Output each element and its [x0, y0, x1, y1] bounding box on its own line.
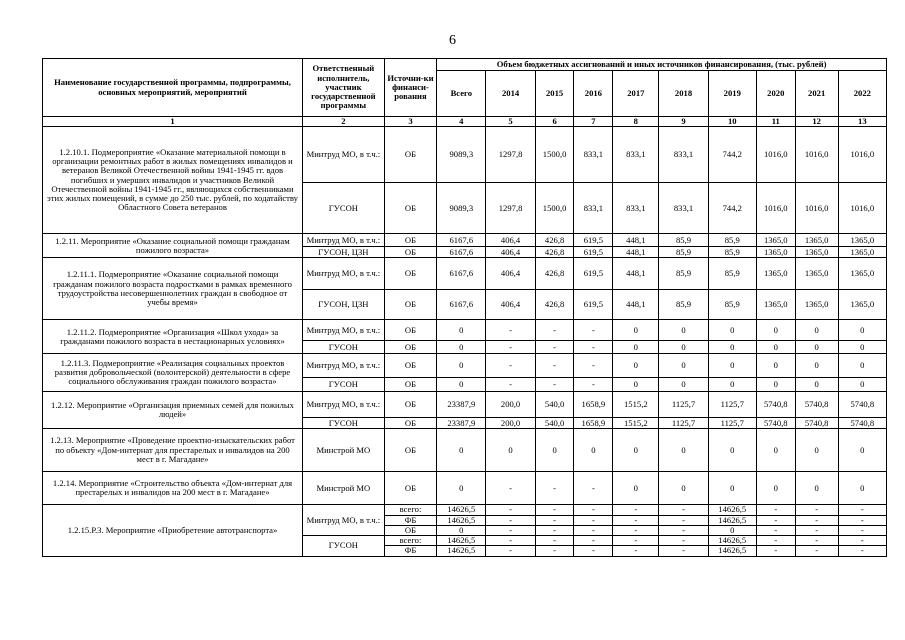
- value-cell: 0: [708, 354, 756, 378]
- value-cell: 1016,0: [838, 127, 886, 183]
- source-cell: ОБ: [384, 127, 436, 183]
- value-cell: 0: [838, 354, 886, 378]
- value-cell: 0: [437, 378, 486, 392]
- value-cell: 14626,5: [708, 536, 756, 546]
- value-cell: 833,1: [613, 127, 659, 183]
- value-cell: -: [574, 320, 613, 341]
- value-cell: 1365,0: [795, 290, 838, 320]
- value-cell: 1016,0: [795, 127, 838, 183]
- source-cell: ОБ: [384, 354, 436, 378]
- value-cell: -: [756, 525, 795, 535]
- value-cell: 448,1: [613, 258, 659, 290]
- measure-name: 1.2.15.Р.3. Мероприятие «Приобретение автотранспорта»: [43, 505, 303, 556]
- value-cell: -: [659, 525, 708, 535]
- value-cell: 0: [437, 341, 486, 354]
- value-cell: 0: [659, 472, 708, 505]
- header-budget: Объем бюджетных ассигнований и иных источников финансирования, (тыс. рублей): [437, 59, 887, 71]
- value-cell: 0: [535, 429, 574, 472]
- table-row: [43, 472, 887, 505]
- value-cell: 0: [708, 472, 756, 505]
- value-cell: -: [659, 546, 708, 556]
- value-cell: -: [486, 505, 535, 515]
- source-cell: ОБ: [384, 472, 436, 505]
- source-cell: ОБ: [384, 258, 436, 290]
- value-cell: 1016,0: [838, 183, 886, 234]
- value-cell: 744,2: [708, 127, 756, 183]
- value-cell: 14626,5: [708, 515, 756, 525]
- value-cell: -: [486, 378, 535, 392]
- value-cell: -: [535, 320, 574, 341]
- value-cell: 14626,5: [437, 536, 486, 546]
- value-cell: 426,8: [535, 234, 574, 247]
- table-row: [43, 320, 887, 341]
- header-executor: Ответственный исполнитель, участник государственной программы: [303, 59, 385, 117]
- year-header: 2019: [708, 71, 756, 117]
- measure-name: 1.2.11. Мероприятие «Оказание социальной помощи гражданам пожилого возраста»: [43, 234, 303, 258]
- measure-name: 1.2.11.1. Подмероприятие «Оказание социальной помощи гражданам пожилого возраста подростками в рамках временного трудоустройства несовершеннолетних граждан в свободное от учебы время»: [43, 258, 303, 320]
- value-cell: 0: [795, 472, 838, 505]
- measure-name: 1.2.13. Мероприятие «Проведение проектно-изыскательских работ по объекту «Дом-интернат для престарелых и инвалидов на 200 мест в г. Магадане»: [43, 429, 303, 472]
- value-cell: 1365,0: [838, 247, 886, 258]
- value-cell: 0: [756, 354, 795, 378]
- value-cell: -: [535, 525, 574, 535]
- measure-name: 1.2.14. Мероприятие «Строительство объекта «Дом-интернат для престарелых и инвалидов на 200 мест в г. Магадане»: [43, 472, 303, 505]
- executor-cell: Минтруд МО, в т.ч.:: [303, 127, 385, 183]
- value-cell: 1500,0: [535, 127, 574, 183]
- value-cell: 406,4: [486, 258, 535, 290]
- source-cell: всего:: [384, 505, 436, 515]
- value-cell: 1365,0: [838, 234, 886, 247]
- table-row: [43, 354, 887, 378]
- executor-cell: Минтруд МО, в т.ч.:: [303, 505, 385, 536]
- value-cell: 0: [838, 472, 886, 505]
- value-cell: 406,4: [486, 247, 535, 258]
- year-header: Всего: [437, 71, 486, 117]
- column-index: 12: [795, 117, 838, 127]
- value-cell: 1365,0: [795, 247, 838, 258]
- value-cell: 0: [708, 341, 756, 354]
- source-cell: ОБ: [384, 341, 436, 354]
- value-cell: -: [574, 546, 613, 556]
- value-cell: 833,1: [659, 183, 708, 234]
- value-cell: 0: [613, 341, 659, 354]
- value-cell: -: [574, 525, 613, 535]
- year-header: 2018: [659, 71, 708, 117]
- value-cell: 9089,3: [437, 183, 486, 234]
- value-cell: 0: [613, 429, 659, 472]
- value-cell: 0: [659, 429, 708, 472]
- column-index: 4: [437, 117, 486, 127]
- value-cell: 6167,6: [437, 258, 486, 290]
- value-cell: -: [613, 525, 659, 535]
- value-cell: 619,5: [574, 247, 613, 258]
- source-cell: ОБ: [384, 247, 436, 258]
- value-cell: 448,1: [613, 247, 659, 258]
- value-cell: -: [613, 536, 659, 546]
- value-cell: -: [838, 536, 886, 546]
- value-cell: 0: [708, 525, 756, 535]
- value-cell: 0: [659, 378, 708, 392]
- value-cell: -: [486, 341, 535, 354]
- table-row: [43, 258, 887, 290]
- value-cell: -: [756, 505, 795, 515]
- value-cell: 1125,7: [708, 418, 756, 429]
- value-cell: -: [659, 505, 708, 515]
- measure-name: 1.2.11.2. Подмероприятие «Организация «Школ ухода» за гражданами пожилого возраста в нестационарных условиях»: [43, 320, 303, 354]
- value-cell: 0: [437, 320, 486, 341]
- value-cell: -: [535, 472, 574, 505]
- year-header: 2016: [574, 71, 613, 117]
- value-cell: 0: [613, 472, 659, 505]
- value-cell: 426,8: [535, 247, 574, 258]
- table-row: [43, 392, 887, 418]
- executor-cell: Минтруд МО, в т.ч.:: [303, 234, 385, 247]
- value-cell: 85,9: [659, 258, 708, 290]
- value-cell: -: [486, 472, 535, 505]
- value-cell: 744,2: [708, 183, 756, 234]
- value-cell: 5740,8: [838, 418, 886, 429]
- value-cell: -: [659, 515, 708, 525]
- table-row: [43, 234, 887, 247]
- value-cell: 0: [574, 429, 613, 472]
- value-cell: -: [795, 515, 838, 525]
- executor-cell: Минтруд МО, в т.ч.:: [303, 392, 385, 418]
- value-cell: 1500,0: [535, 183, 574, 234]
- column-index: 13: [838, 117, 886, 127]
- value-cell: 0: [659, 320, 708, 341]
- value-cell: 833,1: [659, 127, 708, 183]
- value-cell: 85,9: [708, 290, 756, 320]
- value-cell: -: [535, 546, 574, 556]
- value-cell: 85,9: [708, 258, 756, 290]
- column-index: 11: [756, 117, 795, 127]
- source-cell: ОБ: [384, 429, 436, 472]
- value-cell: 0: [437, 472, 486, 505]
- value-cell: 0: [708, 320, 756, 341]
- value-cell: -: [838, 515, 886, 525]
- value-cell: 23387,9: [437, 392, 486, 418]
- value-cell: 200,0: [486, 392, 535, 418]
- year-header: 2021: [795, 71, 838, 117]
- source-cell: ОБ: [384, 290, 436, 320]
- value-cell: 0: [795, 354, 838, 378]
- value-cell: -: [486, 546, 535, 556]
- value-cell: 0: [795, 378, 838, 392]
- value-cell: -: [659, 536, 708, 546]
- table-row: [43, 127, 887, 183]
- measure-name: 1.2.11.3. Подмероприятие «Реализация социальных проектов развития добровольческой (волонтерской) деятельности в сфере социального обслуживания граждан пожилого возраста»: [43, 354, 303, 392]
- value-cell: 14626,5: [437, 505, 486, 515]
- source-cell: ОБ: [384, 392, 436, 418]
- value-cell: 0: [613, 354, 659, 378]
- source-cell: ОБ: [384, 183, 436, 234]
- value-cell: -: [756, 536, 795, 546]
- executor-cell: ГУСОН: [303, 536, 385, 557]
- value-cell: 1365,0: [795, 234, 838, 247]
- header-name: Наименование государственной программы, подпрограммы, основных мероприятий, мероприятий: [43, 59, 303, 117]
- source-cell: ОБ: [384, 234, 436, 247]
- value-cell: 5740,8: [838, 392, 886, 418]
- value-cell: 85,9: [708, 234, 756, 247]
- value-cell: -: [574, 378, 613, 392]
- value-cell: -: [795, 546, 838, 556]
- value-cell: 1125,7: [708, 392, 756, 418]
- executor-cell: ГУСОН: [303, 183, 385, 234]
- value-cell: 448,1: [613, 290, 659, 320]
- source-cell: ФБ: [384, 546, 436, 556]
- value-cell: 0: [756, 320, 795, 341]
- value-cell: -: [535, 341, 574, 354]
- value-cell: 5740,8: [756, 418, 795, 429]
- value-cell: 1365,0: [756, 290, 795, 320]
- value-cell: 406,4: [486, 290, 535, 320]
- value-cell: 619,5: [574, 290, 613, 320]
- column-index: 10: [708, 117, 756, 127]
- value-cell: 426,8: [535, 258, 574, 290]
- measure-name: 1.2.10.1. Подмероприятие «Оказание материальной помощи в организации ремонтных работ в жилых помещениях инвалидов и ветеранов Великой Отечественной войны 1941-1945 гг. вдов погибших и умерших инвалидов и участников Великой Отечественной войны 1941-1945 гг., являющихся собственниками этих жилых помещений, в сумме до 250 тыс. рублей, по ходатайству Областного Совета ветеранов: [43, 127, 303, 234]
- executor-cell: Минтруд МО, в т.ч.:: [303, 320, 385, 341]
- column-index: 7: [574, 117, 613, 127]
- value-cell: -: [574, 341, 613, 354]
- value-cell: 1016,0: [756, 183, 795, 234]
- value-cell: 0: [659, 354, 708, 378]
- value-cell: -: [574, 536, 613, 546]
- value-cell: 1365,0: [756, 258, 795, 290]
- value-cell: 200,0: [486, 418, 535, 429]
- column-index: 8: [613, 117, 659, 127]
- executor-cell: ГУСОН: [303, 378, 385, 392]
- column-index: 6: [535, 117, 574, 127]
- value-cell: -: [486, 354, 535, 378]
- value-cell: -: [574, 354, 613, 378]
- value-cell: 833,1: [574, 183, 613, 234]
- value-cell: 619,5: [574, 258, 613, 290]
- value-cell: -: [535, 536, 574, 546]
- value-cell: -: [574, 515, 613, 525]
- value-cell: 448,1: [613, 234, 659, 247]
- year-header: 2017: [613, 71, 659, 117]
- value-cell: -: [756, 515, 795, 525]
- value-cell: 0: [756, 341, 795, 354]
- value-cell: 540,0: [535, 418, 574, 429]
- table-row: [43, 429, 887, 472]
- value-cell: -: [535, 378, 574, 392]
- value-cell: 0: [708, 429, 756, 472]
- value-cell: -: [613, 505, 659, 515]
- value-cell: 5740,8: [795, 392, 838, 418]
- year-header: 2020: [756, 71, 795, 117]
- column-index: 1: [43, 117, 303, 127]
- value-cell: -: [535, 515, 574, 525]
- value-cell: 0: [659, 341, 708, 354]
- executor-cell: ГУСОН: [303, 341, 385, 354]
- value-cell: 0: [756, 378, 795, 392]
- value-cell: 14626,5: [437, 515, 486, 525]
- value-cell: -: [795, 505, 838, 515]
- executor-cell: Минстрой МО: [303, 472, 385, 505]
- value-cell: 833,1: [613, 183, 659, 234]
- value-cell: 0: [437, 354, 486, 378]
- executor-cell: Минтруд МО, в т.ч.:: [303, 258, 385, 290]
- value-cell: -: [613, 546, 659, 556]
- value-cell: 14626,5: [437, 546, 486, 556]
- value-cell: 85,9: [659, 290, 708, 320]
- value-cell: 14626,5: [708, 505, 756, 515]
- value-cell: 0: [756, 472, 795, 505]
- value-cell: -: [574, 472, 613, 505]
- value-cell: 1125,7: [659, 418, 708, 429]
- value-cell: 1297,8: [486, 183, 535, 234]
- value-cell: 9089,3: [437, 127, 486, 183]
- value-cell: 1125,7: [659, 392, 708, 418]
- value-cell: -: [795, 536, 838, 546]
- value-cell: -: [838, 505, 886, 515]
- column-index: 3: [384, 117, 436, 127]
- year-header: 2022: [838, 71, 886, 117]
- value-cell: 1365,0: [795, 258, 838, 290]
- value-cell: 14626,5: [708, 546, 756, 556]
- value-cell: 85,9: [659, 247, 708, 258]
- value-cell: 540,0: [535, 392, 574, 418]
- year-header: 2014: [486, 71, 535, 117]
- value-cell: 1016,0: [795, 183, 838, 234]
- value-cell: 6167,6: [437, 290, 486, 320]
- value-cell: 833,1: [574, 127, 613, 183]
- source-cell: ОБ: [384, 525, 436, 535]
- value-cell: 0: [756, 429, 795, 472]
- value-cell: 0: [708, 378, 756, 392]
- executor-cell: ГУСОН, ЦЗН: [303, 247, 385, 258]
- value-cell: 1297,8: [486, 127, 535, 183]
- value-cell: 0: [838, 429, 886, 472]
- source-cell: ОБ: [384, 378, 436, 392]
- value-cell: 23387,9: [437, 418, 486, 429]
- value-cell: -: [486, 320, 535, 341]
- executor-cell: Минтруд МО, в т.ч.:: [303, 354, 385, 378]
- value-cell: 1365,0: [838, 258, 886, 290]
- executor-cell: ГУСОН, ЦЗН: [303, 290, 385, 320]
- value-cell: -: [574, 505, 613, 515]
- source-cell: ОБ: [384, 418, 436, 429]
- table-row: [43, 505, 887, 515]
- value-cell: -: [756, 546, 795, 556]
- value-cell: 0: [838, 378, 886, 392]
- value-cell: 85,9: [659, 234, 708, 247]
- column-index: 2: [303, 117, 385, 127]
- value-cell: -: [486, 525, 535, 535]
- value-cell: 5740,8: [756, 392, 795, 418]
- value-cell: -: [486, 536, 535, 546]
- column-index: 9: [659, 117, 708, 127]
- value-cell: 0: [838, 341, 886, 354]
- value-cell: 0: [795, 320, 838, 341]
- value-cell: 0: [613, 320, 659, 341]
- column-index: 5: [486, 117, 535, 127]
- executor-cell: Минстрой МО: [303, 429, 385, 472]
- value-cell: 0: [838, 320, 886, 341]
- measure-name: 1.2.12. Мероприятие «Организация приемных семей для пожилых людей»: [43, 392, 303, 429]
- value-cell: 0: [795, 341, 838, 354]
- value-cell: 406,4: [486, 234, 535, 247]
- value-cell: 1365,0: [756, 247, 795, 258]
- value-cell: 1658,9: [574, 418, 613, 429]
- value-cell: -: [838, 546, 886, 556]
- value-cell: -: [486, 515, 535, 525]
- source-cell: ОБ: [384, 320, 436, 341]
- value-cell: 85,9: [708, 247, 756, 258]
- source-cell: всего:: [384, 536, 436, 546]
- header-source: Источни-ки финанси-рования: [384, 59, 436, 117]
- value-cell: -: [535, 354, 574, 378]
- value-cell: -: [795, 525, 838, 535]
- value-cell: 1515,2: [613, 418, 659, 429]
- value-cell: -: [535, 505, 574, 515]
- value-cell: 6167,6: [437, 234, 486, 247]
- value-cell: 426,8: [535, 290, 574, 320]
- value-cell: 1016,0: [756, 127, 795, 183]
- value-cell: 0: [486, 429, 535, 472]
- value-cell: 1365,0: [838, 290, 886, 320]
- source-cell: ФБ: [384, 515, 436, 525]
- value-cell: 0: [437, 525, 486, 535]
- value-cell: 1658,9: [574, 392, 613, 418]
- value-cell: 619,5: [574, 234, 613, 247]
- value-cell: 5740,8: [795, 418, 838, 429]
- value-cell: -: [838, 525, 886, 535]
- value-cell: 1515,2: [613, 392, 659, 418]
- year-header: 2015: [535, 71, 574, 117]
- value-cell: 0: [437, 429, 486, 472]
- executor-cell: ГУСОН: [303, 418, 385, 429]
- value-cell: 1365,0: [756, 234, 795, 247]
- budget-table: [42, 58, 887, 557]
- value-cell: 0: [795, 429, 838, 472]
- value-cell: 6167,6: [437, 247, 486, 258]
- value-cell: -: [613, 515, 659, 525]
- page-number: 6: [449, 33, 456, 48]
- value-cell: 0: [613, 378, 659, 392]
